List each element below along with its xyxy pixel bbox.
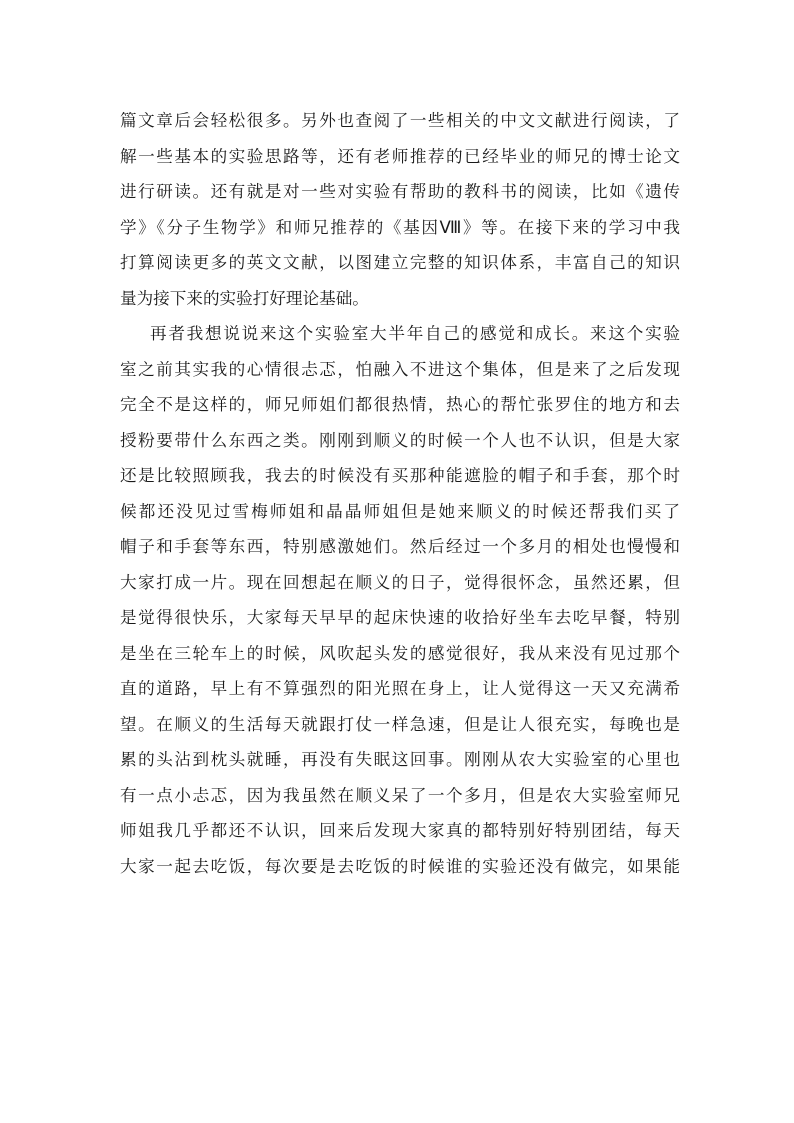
text-line: 完全不是这样的，师兄师姐们都很热情，热心的帮忙张罗住的地方和去: [120, 395, 680, 414]
paragraph: [120, 316, 680, 884]
text-line: 学》《分子生物学》和师兄推荐的《基因Ⅷ》等。在接下来的学习中我: [120, 217, 680, 237]
text-line: 打算阅读更多的英文文献，以图建立完整的知识体系，丰富自己的知识: [120, 253, 680, 272]
text-line: 帽子和手套等东西，特别感激她们。然后经过一个多月的相处也慢慢和: [120, 537, 680, 556]
text-line: 是觉得很快乐，大家每天早早的起床快速的收拾好坐车去吃早餐，特别: [120, 608, 680, 627]
text-line: 候都还没见过雪梅师姐和晶晶师姐但是她来顺义的时候还帮我们买了: [120, 501, 680, 521]
text-line: 篇文章后会轻松很多。另外也查阅了一些相关的中文文献进行阅读，了: [120, 111, 680, 130]
text-line: 还是比较照顾我，我去的时候没有买那种能遮脸的帽子和手套，那个时: [120, 466, 680, 485]
text-line: 授粉要带什么东西之类。刚刚到顺义的时候一个人也不认识，但是大家: [120, 430, 680, 450]
document-body: [120, 103, 680, 884]
text-line: 是坐在三轮车上的时候，风吹起头发的感觉很好，我从来没有见过那个: [120, 643, 680, 663]
paragraph: [120, 103, 680, 316]
text-line: 累的头沾到枕头就睡，再没有失眠这回事。刚刚从农大实验室的心里也: [120, 750, 680, 769]
text-line: 有一点小忐忑，因为我虽然在顺义呆了一个多月，但是农大实验室师兄: [120, 785, 680, 805]
text-line: 解一些基本的实验思路等，还有老师推荐的已经毕业的师兄的博士论文: [120, 146, 680, 166]
text-line: 大家一起去吃饭，每次要是去吃饭的时候谁的实验还没有做完，如果能: [120, 856, 680, 876]
text-line: 望。在顺义的生活每天就跟打仗一样急速，但是让人很充实，每晚也是: [120, 714, 680, 734]
text-line: 量为接下来的实验打好理论基础。: [120, 288, 369, 308]
text-line: 再者我想说说来这个实验室大半年自己的感觉和成长。来这个实验: [150, 324, 680, 343]
text-line: 直的道路，早上有不算强烈的阳光照在身上，让人觉得这一天又充满希: [120, 679, 680, 698]
text-line: 师姐我几乎都还不认识，回来后发现大家真的都特别好特别团结，每天: [120, 821, 680, 840]
text-line: 大家打成一片。现在回想起在顺义的日子，觉得很怀念，虽然还累，但: [120, 572, 680, 592]
text-line: 进行研读。还有就是对一些对实验有帮助的教科书的阅读，比如《遗传: [120, 182, 680, 201]
text-line: 室之前其实我的心情很忐忑，怕融入不进这个集体，但是来了之后发现: [120, 359, 680, 379]
